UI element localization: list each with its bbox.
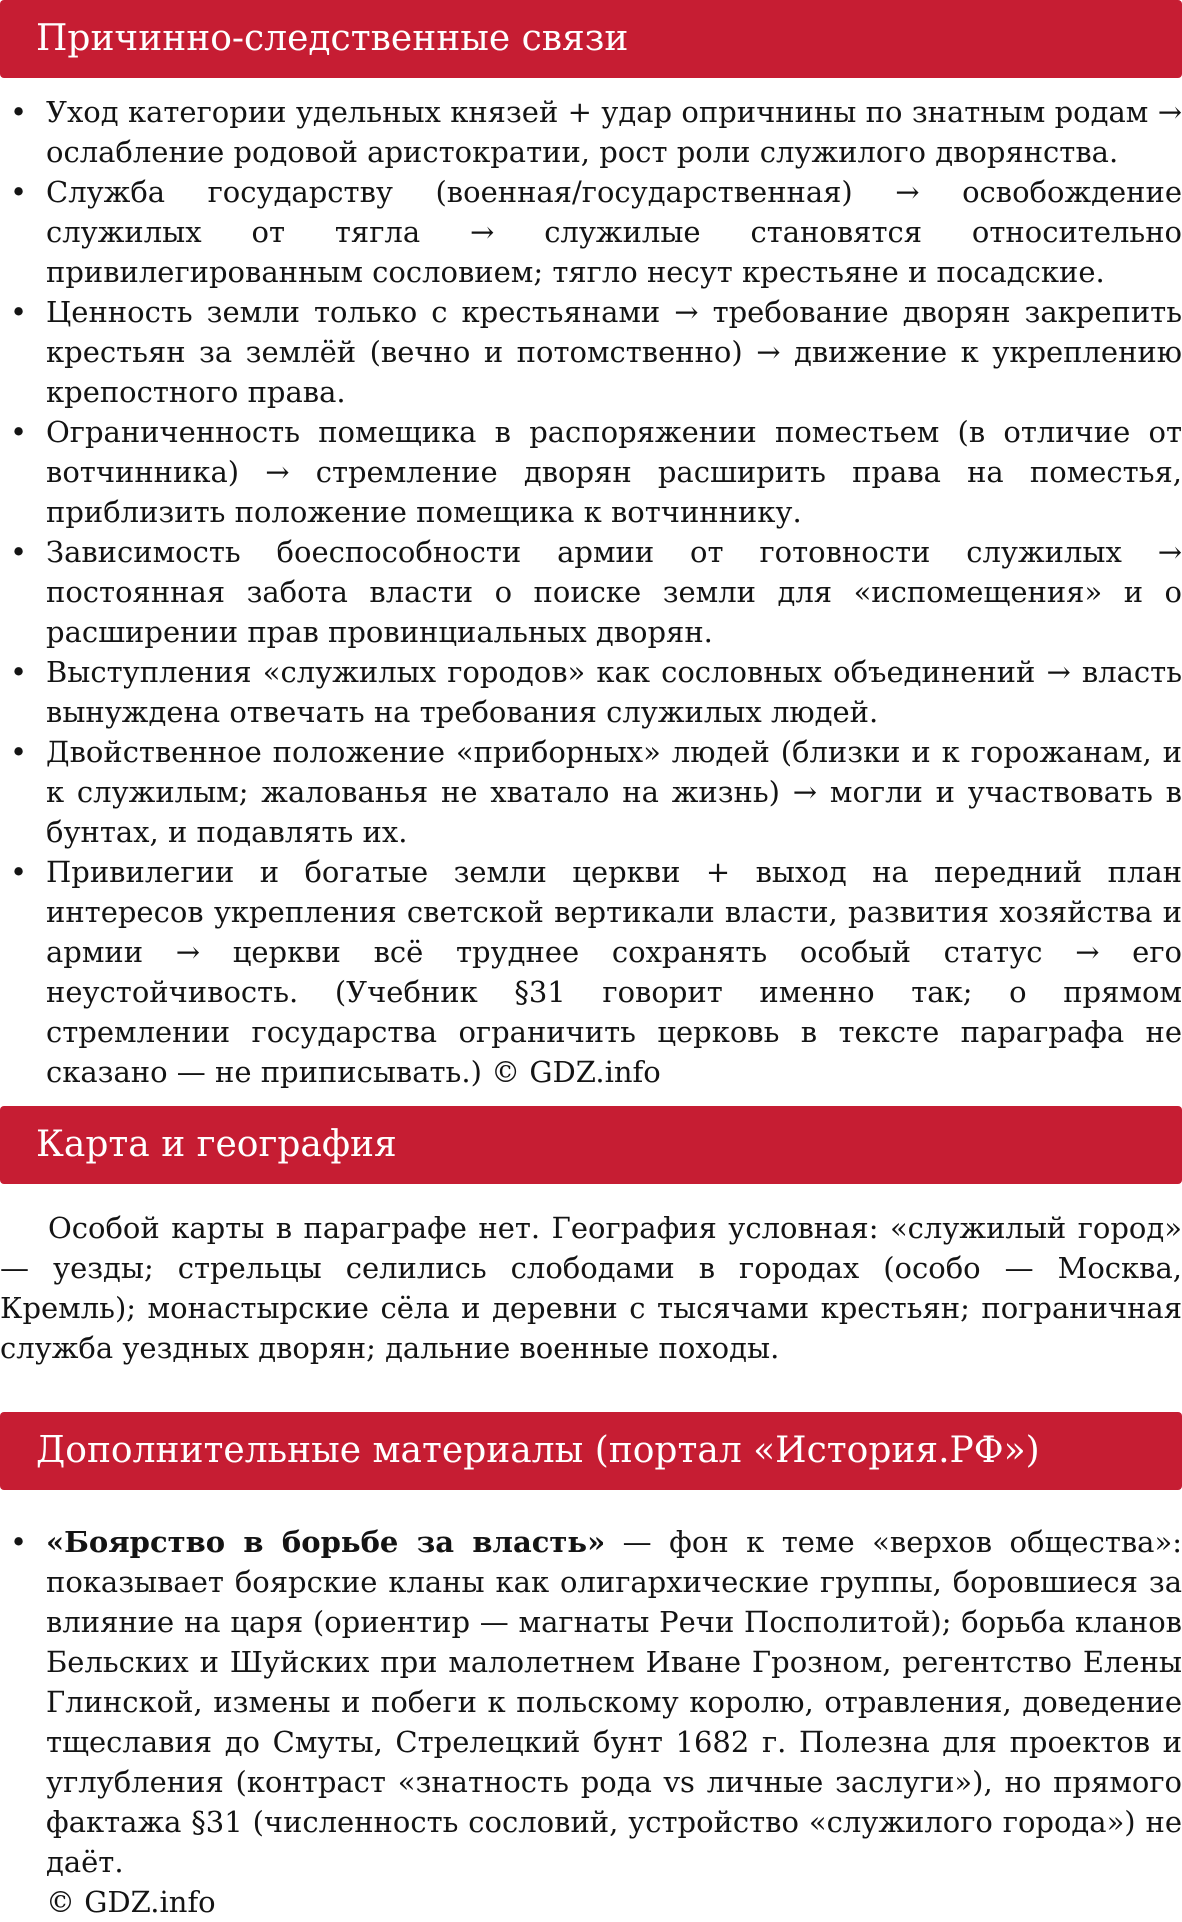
list-item: [0, 172, 1182, 292]
section-header-extra: Дополнительные материалы (портал «История.РФ»): [0, 1412, 1182, 1490]
list-item-text: Ценность земли только с крестьянами → требование дворян закрепить крестьян за землёй (вечно и потомственно) → движение к укреплению крепостного права.: [46, 295, 1182, 409]
section-header-causes: Причинно-следственные связи: [0, 0, 1182, 78]
list-item: [0, 532, 1182, 652]
map-section: [0, 1208, 1182, 1368]
causes-list: [0, 92, 1182, 1092]
resource-description: — фон к теме «верхов общества»: показывает боярские кланы как олигархические группы, боровшиеся за влияние на царя (ориентир — магнаты Речи Посполитой); борьба кланов Бельских и Шуйских при малолетнем Иване Грозном, регентство Елены Глинской, измены и побеги к польскому королю, отравления, доведение тщеславия до Смуты, Стрелецкий бунт 1682 г. Полезна для проектов и углубления (контраст «знатность рода vs личные заслуги»), но прямого фактажа §31 (численность сословий, устройство «служилого города») не даёт.: [46, 1525, 1182, 1879]
bullet-icon: •: [10, 655, 28, 689]
bullet-icon: •: [10, 735, 28, 769]
list-item: [0, 292, 1182, 412]
bullet-icon: •: [10, 535, 28, 569]
list-item: [0, 412, 1182, 532]
list-item-text: Зависимость боеспособности армии от готовности служилых → постоянная забота власти о поиске земли для «испомещения» и о расширении прав провинциальных дворян.: [46, 535, 1182, 649]
causes-section: [0, 92, 1182, 1092]
map-paragraph: Особой карты в параграфе нет. География условная: «служилый город» — уезды; стрельцы селились слободами в городах (особо — Москва, Кремль); монастырские сёла и деревни с тысячами крестьян; пограничная служба уездных дворян; дальние военные походы.: [0, 1211, 1182, 1365]
bullet-icon: •: [10, 95, 28, 129]
extra-section: [0, 1522, 1182, 1922]
list-item: [0, 852, 1182, 1092]
bullet-icon: •: [10, 415, 28, 449]
section-header-map: Карта и география: [0, 1106, 1182, 1184]
list-item-text: Привилегии и богатые земли церкви + выход на передний план интересов укрепления светской вертикали власти, развития хозяйства и армии → церкви всё труднее сохранять особый статус → его неустойчивость. (Учебник §31 говорит именно так; о прямом стремлении государства ограничить церковь в тексте параграфа не сказано — не приписывать.) © GDZ.info: [46, 855, 1182, 1089]
resource-title: «Боярство в борьбе за власть»: [46, 1525, 606, 1559]
list-item-text: Двойственное положение «приборных» людей (близки и к горожанам, и к служилым; жалованья не хватало на жизнь) → могли и участвовать в бунтах, и подавлять их.: [46, 735, 1182, 849]
list-item-text: Ограниченность помещика в распоряжении поместьем (в отличие от вотчинника) → стремление дворян расширить права на поместья, приблизить положение помещика к вотчиннику.: [46, 415, 1182, 529]
bullet-icon: •: [10, 175, 28, 209]
list-item-text: Уход категории удельных князей + удар опричнины по знатным родам → ослабление родовой аристократии, рост роли служилого дворянства.: [46, 95, 1182, 169]
list-item-text: Служба государству (военная/государственная) → освобождение служилых от тягла → служилые становятся относительно привилегированным сословием; тягло несут крестьяне и посадские.: [46, 175, 1182, 289]
list-item: [0, 92, 1182, 172]
extra-list: [0, 1522, 1182, 1882]
list-item: [0, 732, 1182, 852]
bullet-icon: •: [10, 1525, 28, 1559]
list-item: [0, 652, 1182, 732]
list-item: [0, 1522, 1182, 1882]
bullet-icon: •: [10, 295, 28, 329]
list-item-text: Выступления «служилых городов» как сословных объединений → власть вынуждена отвечать на требования служилых людей.: [46, 655, 1182, 729]
bullet-icon: •: [10, 855, 28, 889]
copyright: © GDZ.info: [46, 1885, 216, 1919]
